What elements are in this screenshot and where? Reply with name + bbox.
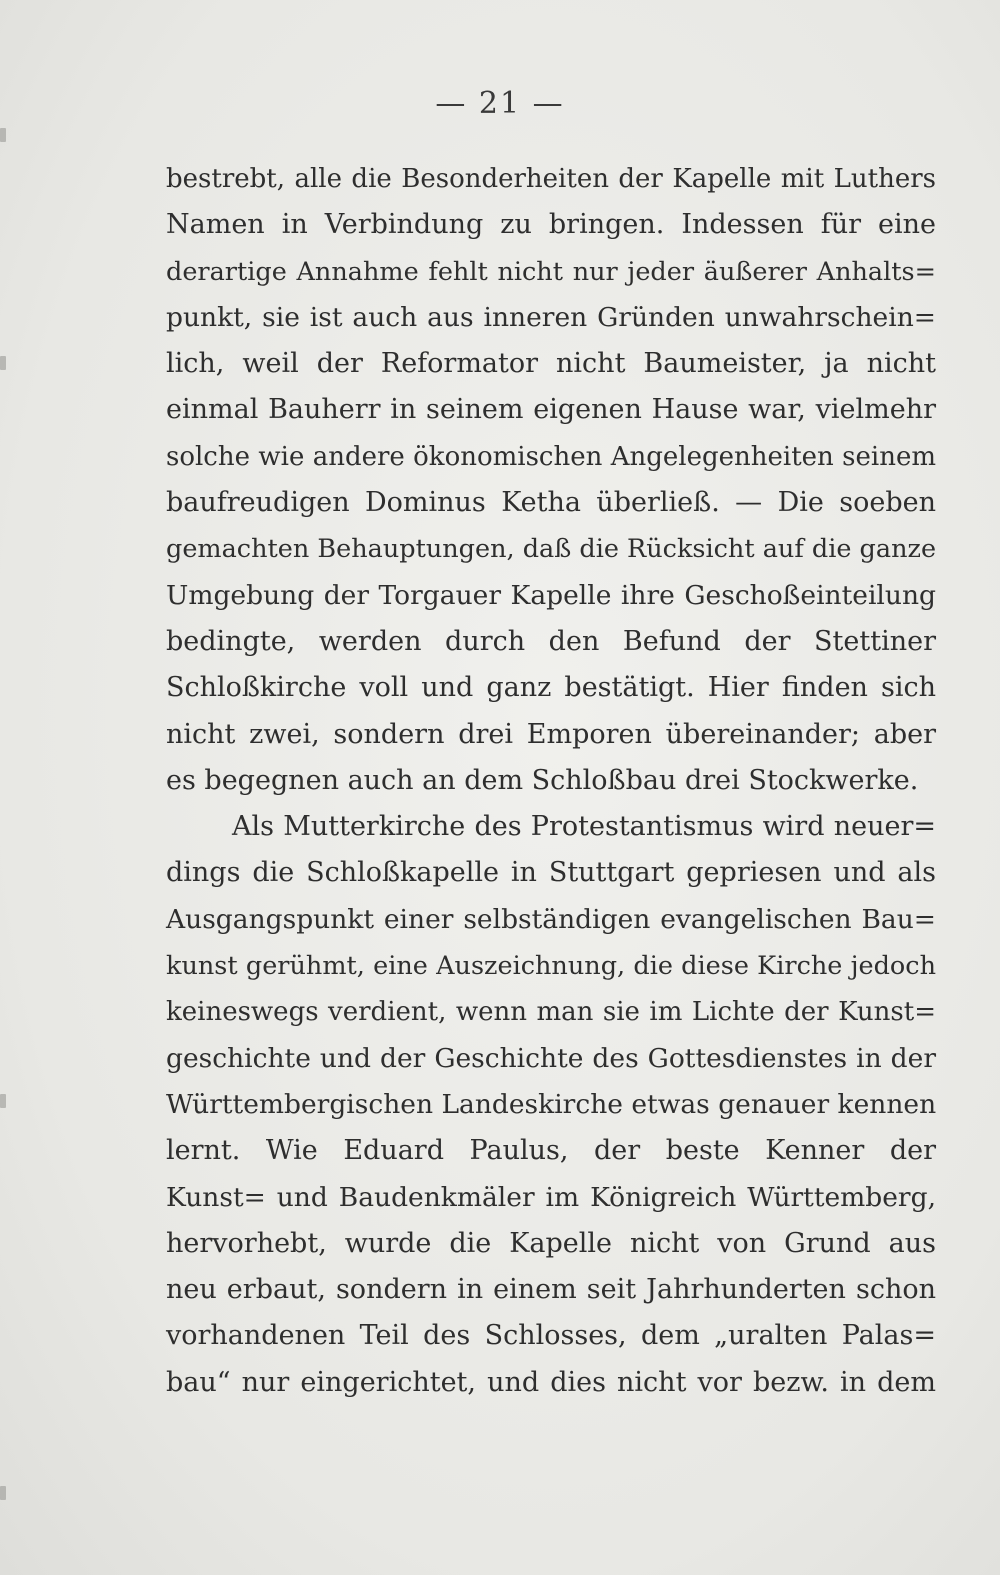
text-line: lich, weil der Reformator nicht Baumeister, ja nicht: [166, 348, 936, 380]
paragraph-start-line: Als Mutterkirche des Protestantismus wird neuer=: [232, 811, 936, 843]
text-line: dings die Schloßkapelle in Stuttgart gepriesen und als: [166, 857, 936, 889]
scan-edge-mark: [0, 1094, 6, 1108]
body-text: [166, 156, 936, 1406]
text-line: Ausgangspunkt einer selbständigen evangelischen Bau=: [166, 903, 936, 935]
text-line: nicht zwei, sondern drei Emporen übereinander; aber: [166, 718, 936, 750]
text-line: kunst gerühmt, eine Auszeichnung, die diese Kirche jedoch: [166, 951, 936, 982]
text-line: bedingte, werden durch den Befund der Stettiner: [166, 625, 936, 657]
text-line: hervorhebt, wurde die Kapelle nicht von Grund aus: [166, 1227, 936, 1259]
text-line: derartige Annahme fehlt nicht nur jeder äußerer Anhalts=: [166, 256, 936, 287]
scan-edge-mark: [0, 1486, 6, 1500]
text-line: bau“ nur eingerichtet, und dies nicht vor bezw. in dem: [166, 1366, 936, 1398]
text-line: einmal Bauherr in seinem eigenen Hause war, vielmehr: [166, 394, 936, 426]
text-line: geschichte und der Geschichte des Gottesdienstes in der: [166, 1042, 936, 1074]
text-line: solche wie andere ökonomischen Angelegenheiten seinem: [166, 441, 936, 472]
text-line: baufreudigen Dominus Ketha überließ. — Die soeben: [166, 487, 936, 519]
text-line: Kunst= und Baudenkmäler im Königreich Württemberg,: [166, 1181, 936, 1213]
text-line: keineswegs verdient, wenn man sie im Lichte der Kunst=: [166, 997, 936, 1028]
scan-edge-mark: [0, 128, 6, 142]
scan-edge-mark: [0, 356, 6, 370]
page-number: — 21 —: [435, 86, 565, 121]
text-line: gemachten Behauptungen, daß die Rücksicht auf die ganze: [166, 534, 937, 565]
text-line: Namen in Verbindung zu bringen. Indessen für eine: [166, 209, 936, 241]
text-line: lernt. Wie Eduard Paulus, der beste Kenner der: [166, 1135, 936, 1167]
text-line: neu erbaut, sondern in einem seit Jahrhunderten schon: [166, 1274, 936, 1306]
text-line: Württembergischen Landeskirche etwas genauer kennen: [166, 1088, 937, 1120]
text-line: bestrebt, alle die Besonderheiten der Kapelle mit Luthers: [166, 164, 936, 194]
text-line: Umgebung der Torgauer Kapelle ihre Geschoßeinteilung: [166, 579, 936, 611]
text-line: punkt, sie ist auch aus inneren Gründen unwahrschein=: [166, 301, 936, 333]
text-line: es begegnen auch an dem Schloßbau drei Stockwerke.: [166, 764, 919, 796]
text-line: Schloßkirche voll und ganz bestätigt. Hier finden sich: [166, 672, 936, 704]
text-line: vorhandenen Teil des Schlosses, dem „uralten Palas=: [166, 1320, 936, 1352]
